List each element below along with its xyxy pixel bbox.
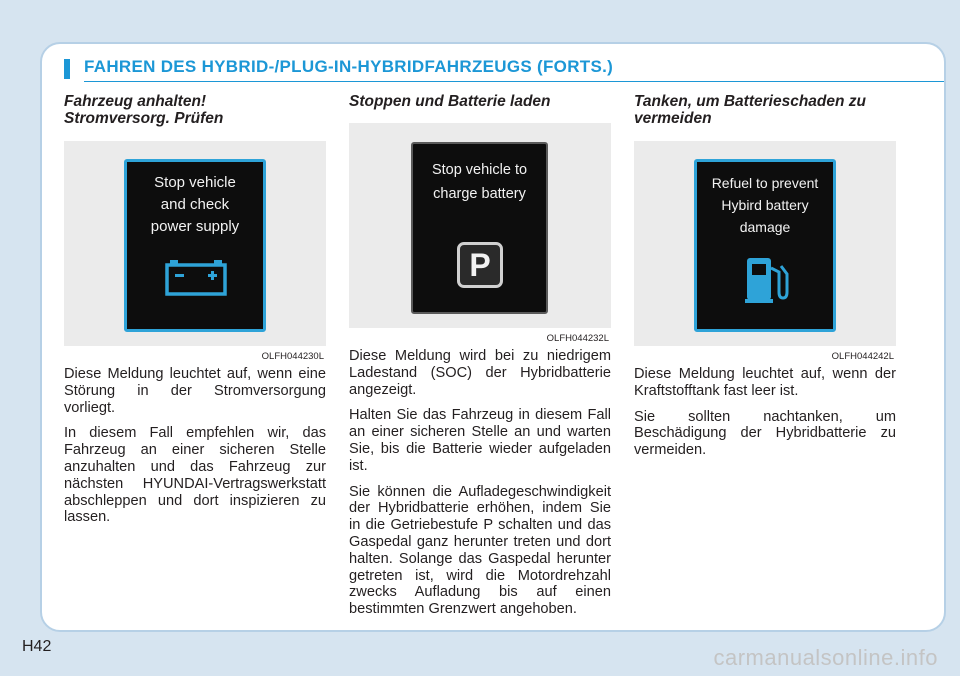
display-message: Stop vehicle and check power supply [150,174,240,235]
paragraph: Diese Meldung leuchtet auf, wenn eine Störung in der Stromversorgung vorliegt. [64,366,326,416]
paragraph: Diese Meldung wird bei zu niedrigem Ladestand (SOC) der Hybridbatterie angezeigt. [349,348,611,398]
column-body [634,366,896,459]
battery-icon [165,260,227,296]
cluster-display [124,159,266,332]
paragraph: Halten Sie das Fahrzeug in diesem Fall an einer sicheren Stelle an und warten Sie, bis die Batterie wieder aufgeladen ist. [349,407,611,474]
column-heading: Stoppen und Batterie laden [349,93,551,110]
fuel-pump-icon [745,256,791,304]
column-heading: Fahrzeug anhalten! Stromversorg. Prüfen [64,93,224,127]
header-accent-bar [64,59,70,79]
paragraph: Sie können die Aufladegeschwindigkeit der Hybridbatterie erhöhen, indem Sie in die Getriebestufe P schalten und das Gaspedal ganz herunter treten und dort halten. Solange das Gaspedal herunter getreten ist, wird die Motordrehzahl zwecks Aufladung bis auf einen bestimmten Grenzwert angehoben. [349,483,611,618]
header-rule [84,81,944,82]
column-refuel [634,93,896,468]
park-p-icon: P [457,242,503,288]
paragraph: Diese Meldung leuchtet auf, wenn der Kraftstofftank fast leer ist. [634,366,896,399]
figure-charge-battery [349,123,611,344]
column-power-supply [64,93,326,535]
paragraph: Sie sollten nachtanken, um Beschädigung der Hybridbatterie zu vermeiden. [634,408,896,459]
display-message: Refuel to prevent Hybird battery damage [711,175,819,235]
section-title: FAHREN DES HYBRID-/PLUG-IN-HYBRIDFAHRZEUGS (FORTS.) [84,57,614,76]
figure-code: OLFH044232L [546,333,609,344]
column-body [349,348,611,618]
column-heading: Tanken, um Batterieschaden zu vermeiden [634,93,866,127]
figure-refuel [634,141,896,362]
column-charge-battery [349,93,611,627]
figure-power-supply [64,141,326,362]
section-header [64,57,944,81]
paragraph: In diesem Fall empfehlen wir, das Fahrzeug an einer sicheren Stelle anzuhalten und das Fahrzeug zur nächsten HYUNDAI-Vertragswerkstatt abschleppen und dort inspizieren zu lassen. [64,425,326,526]
cluster-display [694,159,836,332]
figure-code: OLFH044230L [261,351,324,362]
page-number: H42 [22,638,52,655]
watermark: carmanualsonline.info [713,645,938,670]
figure-code: OLFH044242L [831,351,894,362]
cluster-display [411,142,548,314]
display-message: Stop vehicle to charge battery [431,162,528,202]
column-body [64,366,326,526]
